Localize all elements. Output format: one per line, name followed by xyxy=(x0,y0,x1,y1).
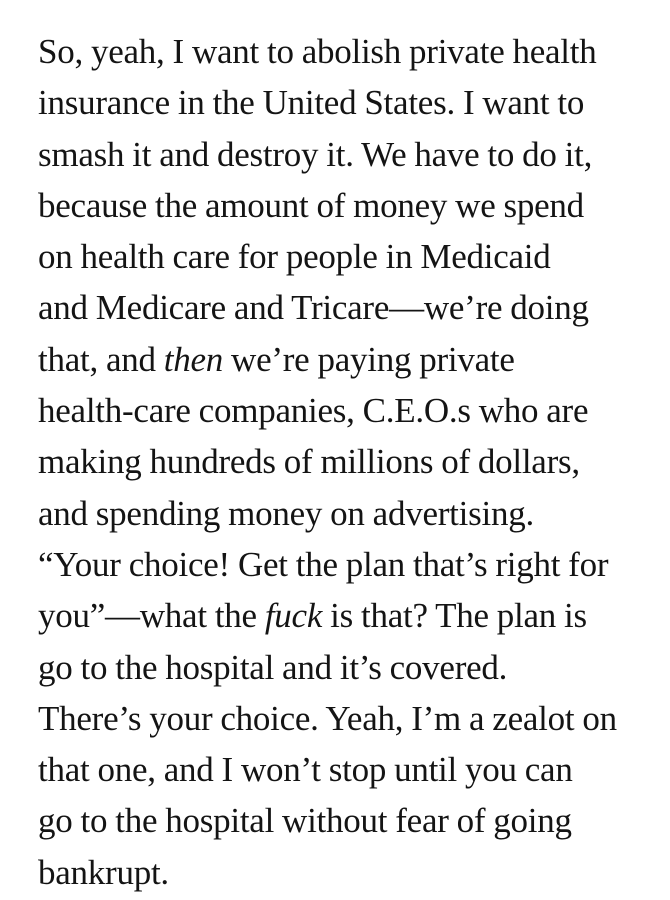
text-line-6: and Medicare and Tricare—we’re doing xyxy=(38,288,589,328)
text-line-1: So, yeah, I want to abolish private health xyxy=(38,32,597,71)
text-segment: that, and xyxy=(38,339,164,379)
text-segment: we’re paying private xyxy=(223,339,515,379)
text-line-3: smash it and destroy it. We have to do it, xyxy=(38,134,593,174)
emphasis-fuck: fuck xyxy=(264,596,323,636)
text-line-2: insurance in the United States. I want to xyxy=(38,83,585,123)
quote-paragraph xyxy=(38,26,658,898)
text-line-5: on health care for people in Medicaid xyxy=(38,237,551,277)
text-line-9: making hundreds of millions of dollars, xyxy=(38,442,580,482)
text-line-7 xyxy=(38,334,658,385)
text-line-10: and spending money on advertising. xyxy=(38,493,534,533)
emphasis-then: then xyxy=(163,339,224,379)
text-line-8: health-care companies, C.E.O.s who are xyxy=(38,391,589,431)
text-line-15: that one, and I won’t stop until you can xyxy=(38,750,573,790)
text-line-4: because the amount of money we spend xyxy=(38,185,584,225)
text-line-11: “Your choice! Get the plan that’s right for xyxy=(38,544,609,584)
text-segment: is that? The plan is xyxy=(322,596,587,636)
text-line-13: go to the hospital and it’s covered. xyxy=(38,647,508,687)
text-line-16: go to the hospital without fear of going xyxy=(38,801,572,841)
text-line-14: There’s your choice. Yeah, I’m a zealot on xyxy=(38,698,617,738)
text-segment: you”—what the xyxy=(38,596,265,636)
text-line-17: bankrupt. xyxy=(38,852,169,892)
text-line-12 xyxy=(38,590,658,641)
